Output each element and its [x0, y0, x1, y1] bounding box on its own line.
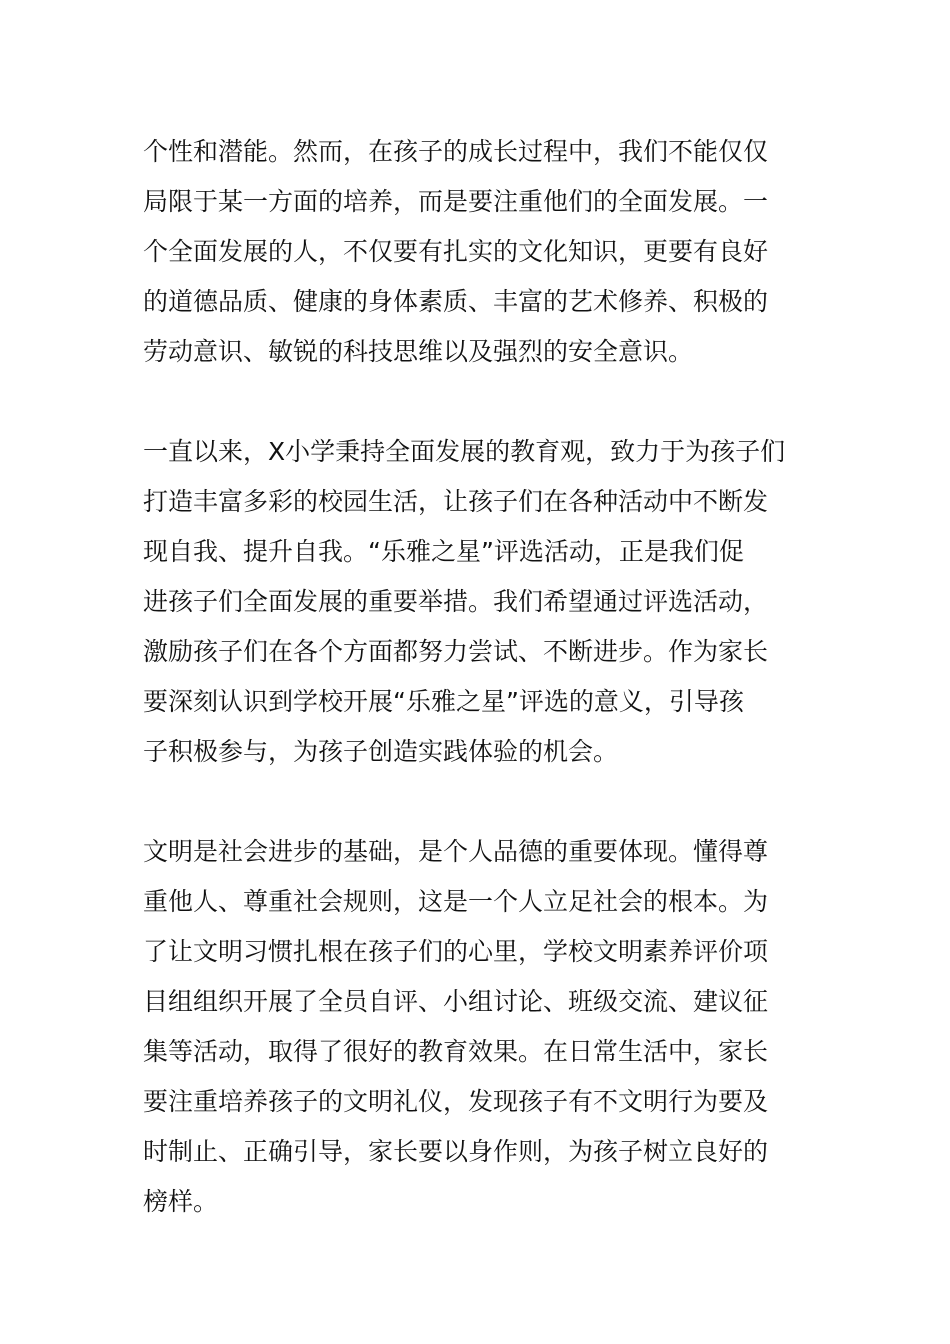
paragraph-spacer: [143, 777, 813, 827]
paragraph-1: [143, 127, 813, 377]
text-line: 的道德品质、健康的身体素质、丰富的艺术修养、积极的: [143, 287, 769, 316]
text-line: 集等活动，取得了很好的教育效果。在日常生活中，家长: [143, 1037, 769, 1066]
text-line: 打造丰富多彩的校园生活，让孩子们在各种活动中不断发: [143, 487, 769, 516]
paragraph-2: [143, 427, 813, 777]
paragraph-3: [143, 827, 813, 1227]
text-line: 要深刻认识到学校开展“乐雅之星”评选的意义，引导孩: [143, 687, 744, 716]
text-line: 榜样。: [143, 1187, 219, 1216]
text-line: 个全面发展的人，不仅要有扎实的文化知识，更要有良好: [143, 237, 769, 266]
text-line: 文明是社会进步的基础，是个人品德的重要体现。懂得尊: [143, 837, 769, 866]
text-line: 激励孩子们在各个方面都努力尝试、不断进步。作为家长: [143, 637, 769, 666]
text-line: 个性和潜能。然而，在孩子的成长过程中，我们不能仅仅: [143, 137, 769, 166]
text-line: 一直以来，X小学秉持全面发展的教育观，致力于为孩子们: [143, 437, 786, 466]
text-line: 重他人、尊重社会规则，这是一个人立足社会的根本。为: [143, 887, 769, 916]
paragraph-spacer: [143, 377, 813, 427]
text-line: 目组组织开展了全员自评、小组讨论、班级交流、建议征: [143, 987, 769, 1016]
text-line: 进孩子们全面发展的重要举措。我们希望通过评选活动，: [143, 587, 769, 616]
text-line: 现自我、提升自我。“乐雅之星”评选活动，正是我们促: [143, 537, 744, 566]
text-line: 劳动意识、敏锐的科技思维以及强烈的安全意识。: [143, 337, 694, 366]
document-body: [143, 127, 813, 1227]
text-line: 了让文明习惯扎根在孩子们的心里，学校文明素养评价项: [143, 937, 769, 966]
text-line: 要注重培养孩子的文明礼仪，发现孩子有不文明行为要及: [143, 1087, 769, 1116]
text-line: 子积极参与，为孩子创造实践体验的机会。: [143, 737, 619, 766]
text-line: 局限于某一方面的培养，而是要注重他们的全面发展。一: [143, 187, 769, 216]
text-line: 时制止、正确引导，家长要以身作则，为孩子树立良好的: [143, 1137, 769, 1166]
